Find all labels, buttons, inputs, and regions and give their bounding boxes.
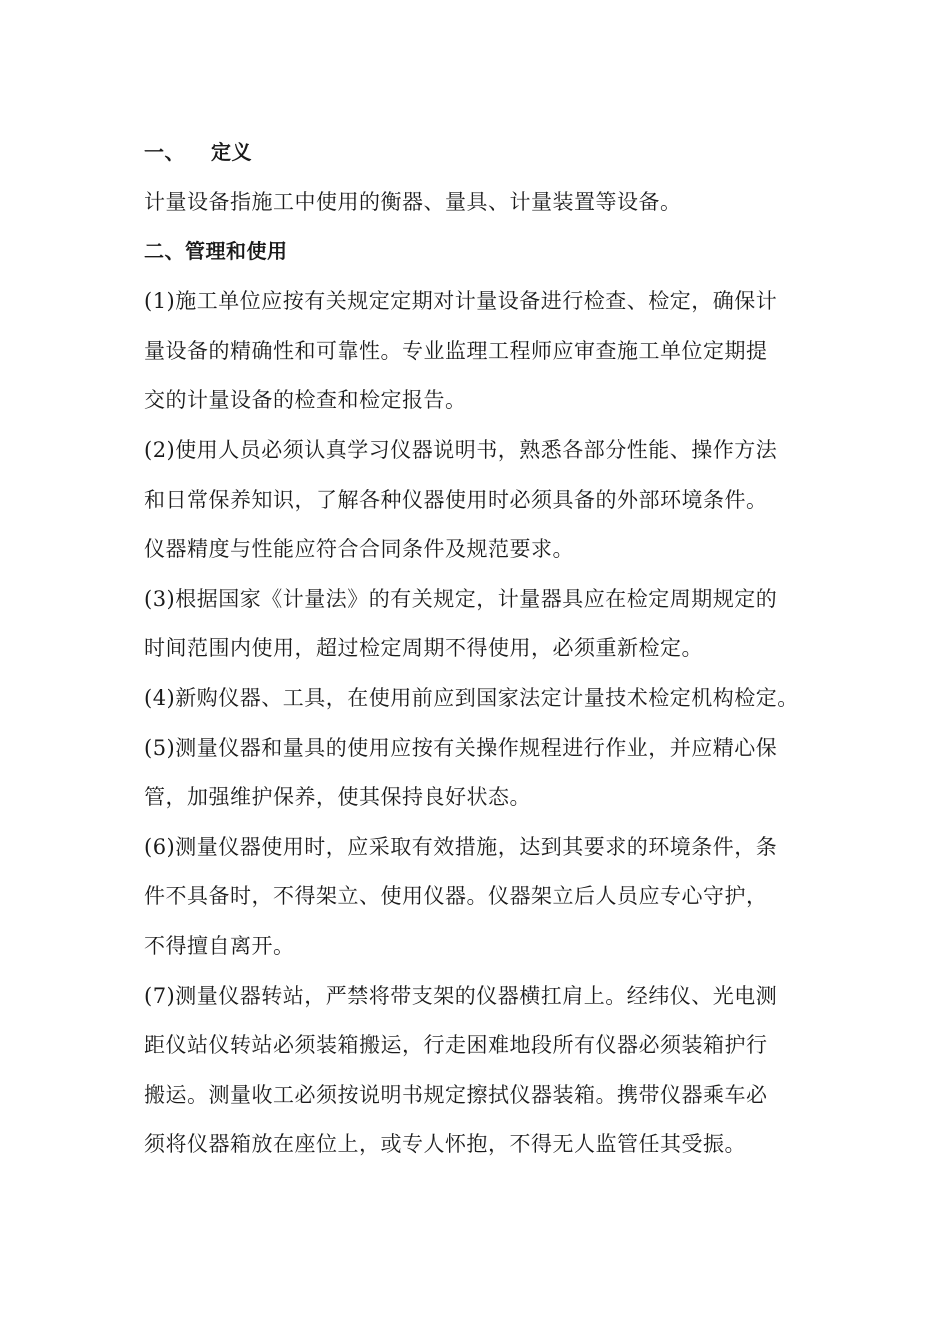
body-line: (4)新购仪器、工具，在使用前应到国家法定计量技术检定机构检定。 xyxy=(144,686,799,710)
body-line: (7)测量仪器转站，严禁将带支架的仪器横扛肩上。经纬仪、光电测 xyxy=(144,984,778,1008)
section-1-body: 计量设备指施工中使用的衡器、量具、计量装置等设备。 xyxy=(144,190,682,214)
body-line: (2)使用人员必须认真学习仪器说明书，熟悉各部分性能、操作方法 xyxy=(144,438,778,462)
body-line: 仪器精度与性能应符合合同条件及规范要求。 xyxy=(144,537,574,561)
body-line: 件不具备时，不得架立、使用仪器。仪器架立后人员应专心守护， xyxy=(144,884,768,908)
section-1-heading xyxy=(144,138,252,166)
body-line: 量设备的精确性和可靠性。专业监理工程师应审查施工单位定期提 xyxy=(144,339,768,363)
body-line: 搬运。测量收工必须按说明书规定擦拭仪器装箱。携带仪器乘车必 xyxy=(144,1083,768,1107)
section-1-number: 一、 xyxy=(144,140,185,164)
body-line: 和日常保养知识，了解各种仪器使用时必须具备的外部环境条件。 xyxy=(144,488,768,512)
body-line: 交的计量设备的检查和检定报告。 xyxy=(144,388,467,412)
section-1-title: 定义 xyxy=(211,140,252,164)
body-line: 不得擅自离开。 xyxy=(144,934,295,958)
section-2-heading: 二、管理和使用 xyxy=(144,239,288,263)
body-line: (1)施工单位应按有关规定定期对计量设备进行检查、检定，确保计 xyxy=(144,289,778,313)
body-line: 管，加强维护保养，使其保持良好状态。 xyxy=(144,785,531,809)
body-line: (3)根据国家《计量法》的有关规定，计量器具应在检定周期规定的 xyxy=(144,587,778,611)
body-line: (6)测量仪器使用时，应采取有效措施，达到其要求的环境条件，条 xyxy=(144,835,778,859)
body-line: 时间范围内使用，超过检定周期不得使用，必须重新检定。 xyxy=(144,636,703,660)
body-line: (5)测量仪器和量具的使用应按有关操作规程进行作业，并应精心保 xyxy=(144,736,778,760)
body-line: 须将仪器箱放在座位上，或专人怀抱，不得无人监管任其受振。 xyxy=(144,1132,746,1156)
body-line: 距仪站仪转站必须装箱搬运，行走困难地段所有仪器必须装箱护行 xyxy=(144,1033,768,1057)
